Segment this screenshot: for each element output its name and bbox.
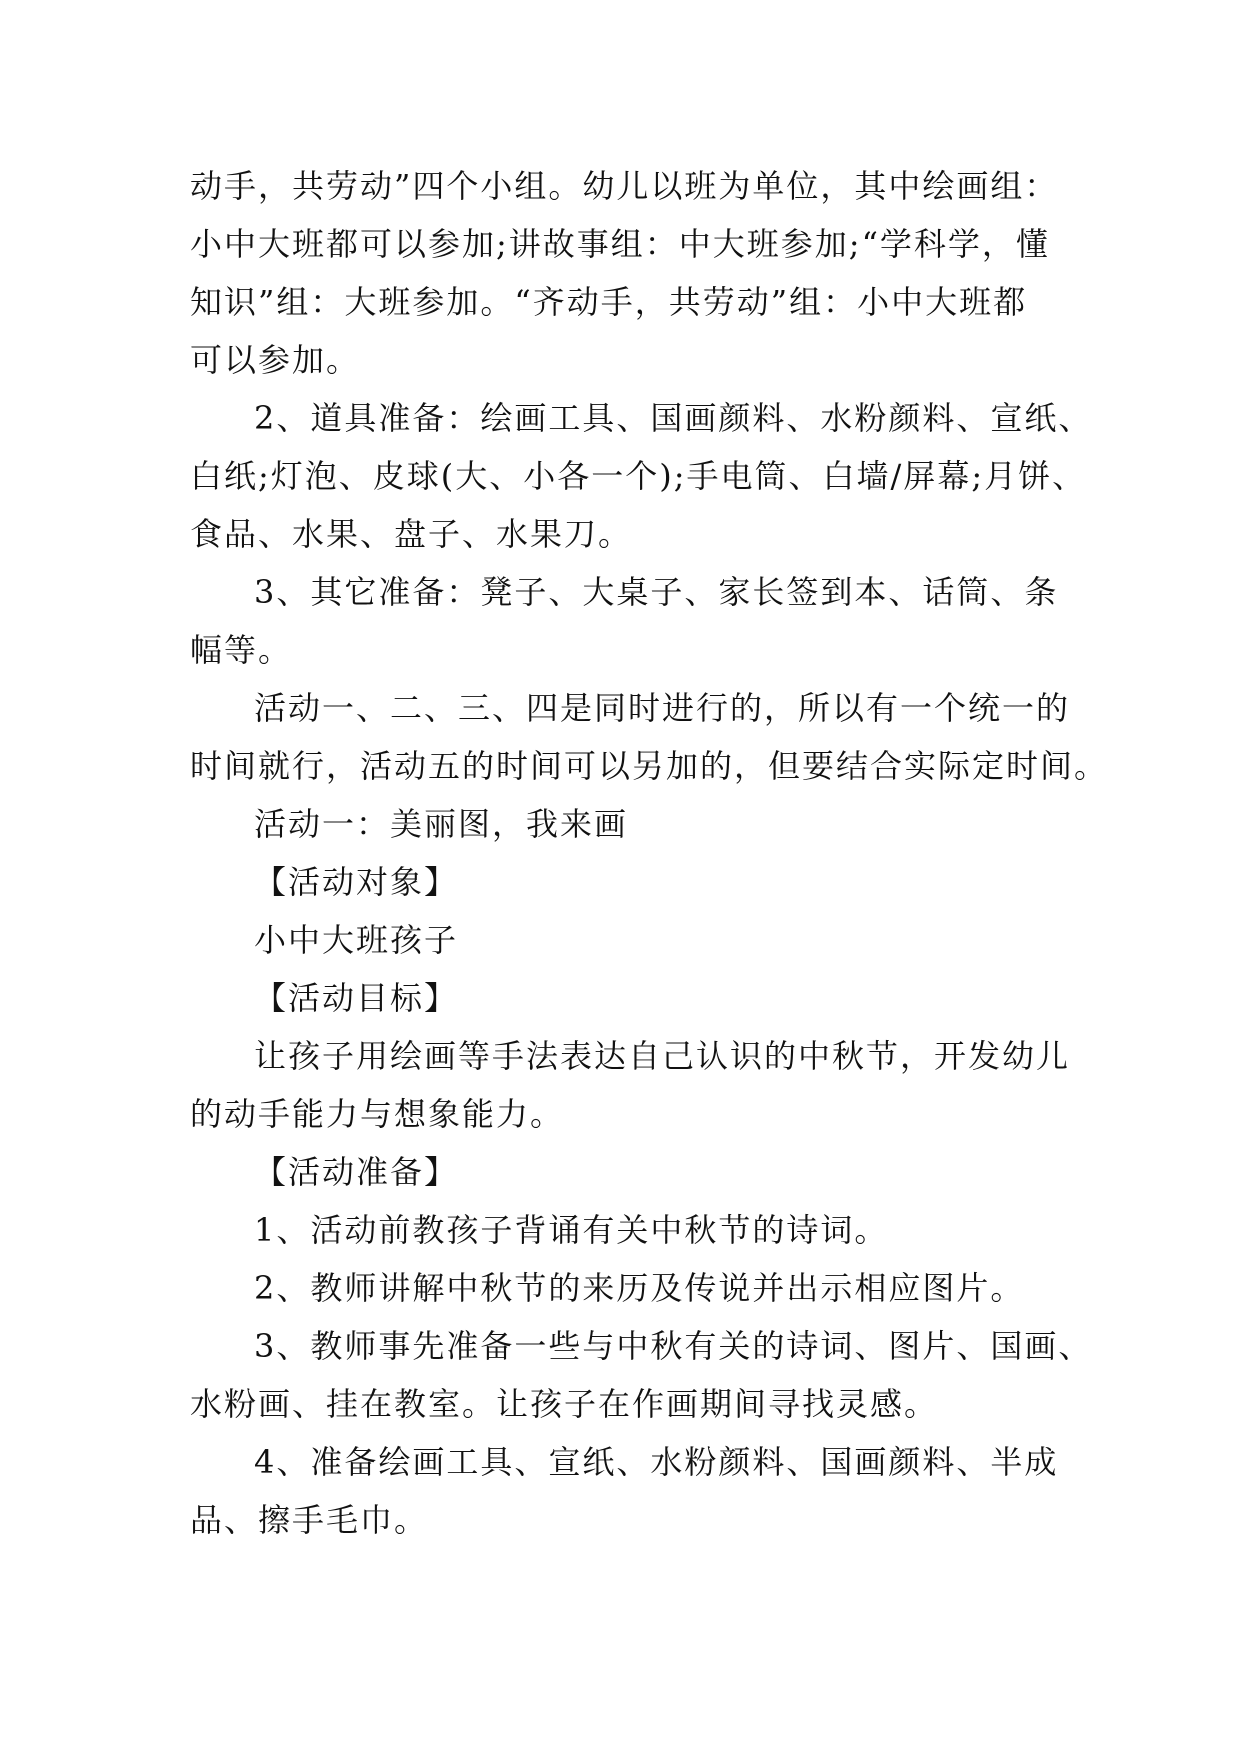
text-line: 1、活动前教孩子背诵有关中秋节的诗词。 bbox=[254, 1211, 889, 1249]
text-line: 品、擦手毛巾。 bbox=[190, 1501, 429, 1539]
text-line: 活动一：美丽图，我来画 bbox=[254, 805, 629, 843]
text-line: 水粉画、挂在教室。让孩子在作画期间寻找灵感。 bbox=[190, 1385, 939, 1423]
text-line: 时间就行，活动五的时间可以另加的，但要结合实际定时间。 bbox=[190, 747, 1109, 785]
text-line: 4、准备绘画工具、宣纸、水粉颜料、国画颜料、半成 bbox=[254, 1443, 1059, 1481]
text-line: 让孩子用绘画等手法表达自己认识的中秋节，开发幼儿 bbox=[254, 1037, 1071, 1075]
text-line: 白纸;灯泡、皮球(大、小各一个);手电筒、白墙/屏幕;月饼、 bbox=[190, 457, 1087, 495]
document-body bbox=[190, 157, 1109, 1549]
text-line: 【活动准备】 bbox=[254, 1153, 459, 1191]
text-line: 【活动目标】 bbox=[254, 979, 459, 1017]
text-line: 可以参加。 bbox=[190, 341, 361, 379]
text-line: 动手，共劳动”四个小组。幼儿以班为单位，其中绘画组： bbox=[190, 167, 1059, 205]
text-line: 知识”组：大班参加。“齐动手，共劳动”组：小中大班都 bbox=[190, 283, 1028, 321]
text-line: 3、其它准备：凳子、大桌子、家长签到本、话筒、条 bbox=[254, 573, 1059, 611]
text-line: 2、教师讲解中秋节的来历及传说并出示相应图片。 bbox=[254, 1269, 1025, 1307]
text-line: 2、道具准备：绘画工具、国画颜料、水粉颜料、宣纸、 bbox=[254, 399, 1093, 437]
text-line: 小中大班孩子 bbox=[254, 921, 459, 959]
text-line: 小中大班都可以参加;讲故事组：中大班参加;“学科学，懂 bbox=[190, 225, 1050, 263]
text-line: 食品、水果、盘子、水果刀。 bbox=[190, 515, 633, 553]
text-line: 3、教师事先准备一些与中秋有关的诗词、图片、国画、 bbox=[254, 1327, 1093, 1365]
text-line: 【活动对象】 bbox=[254, 863, 459, 901]
text-line: 幅等。 bbox=[190, 631, 293, 669]
text-line: 活动一、二、三、四是同时进行的，所以有一个统一的 bbox=[254, 689, 1071, 727]
text-line: 的动手能力与想象能力。 bbox=[190, 1095, 565, 1133]
